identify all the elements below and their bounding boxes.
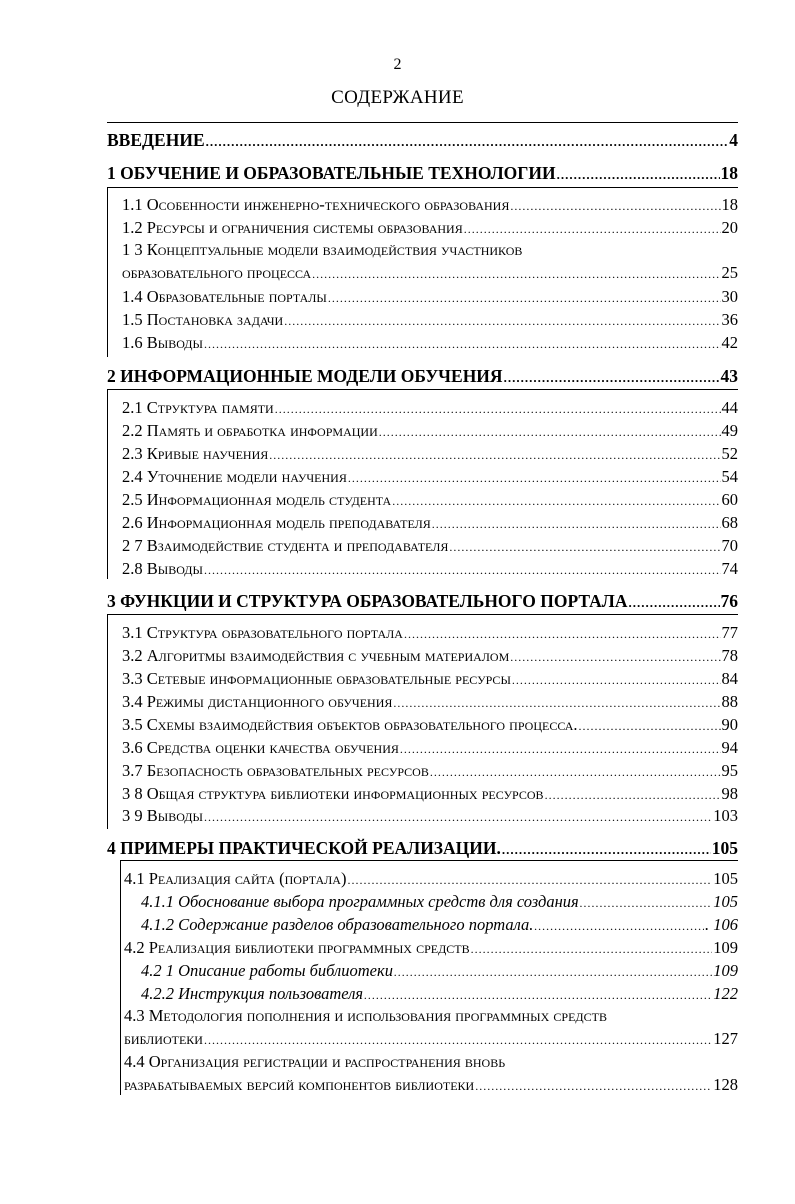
- toc-entry-page: 74: [721, 559, 738, 578]
- dot-leader: [471, 939, 713, 959]
- toc-entry-title: 3 8 Общая структура библиотеки информационных ресурсов: [122, 784, 544, 803]
- toc-entry-section-1-2[interactable]: [122, 218, 738, 239]
- toc-entry-title: 3.3 Сетевые информационные образовательные ресурсы: [122, 669, 511, 688]
- toc-entry-page: 128: [713, 1075, 738, 1094]
- dot-leader: [284, 311, 720, 331]
- toc-entry-page: . 106: [705, 915, 738, 934]
- toc-entry-page: 109: [713, 961, 738, 980]
- dot-leader: [269, 445, 720, 465]
- dot-leader: [557, 165, 720, 185]
- dot-leader: [394, 962, 712, 982]
- toc-entry-chapter-2[interactable]: [107, 366, 738, 388]
- toc-entry-title: 2 7 Взаимодействие студента и преподавателя: [122, 536, 449, 555]
- toc-entry-section-1-3-line1[interactable]: 1 3 Концептуальные модели взаимодействия участников: [122, 240, 523, 259]
- toc-entry-title: 1 ОБУЧЕНИЕ И ОБРАЗОВАТЕЛЬНЫЕ ТЕХНОЛОГИИ: [107, 163, 556, 183]
- toc-entry-page: 49: [721, 421, 738, 440]
- dot-leader: [475, 1076, 712, 1096]
- toc-entry-section-3-9[interactable]: [122, 806, 738, 827]
- dot-leader: [580, 893, 713, 913]
- toc-entry-title: 4.2.2 Инструкция пользователя: [141, 984, 364, 1003]
- toc-entry-chapter-4[interactable]: [107, 838, 738, 860]
- dot-leader: [348, 468, 721, 488]
- dot-leader: [400, 739, 721, 759]
- toc-entry-section-3-6[interactable]: [122, 738, 738, 759]
- toc-entry-title: 3.2 Алгоритмы взаимодействия с учебным материалом: [122, 646, 510, 665]
- toc-entry-page: 84: [721, 669, 738, 688]
- toc-entry-title: 4 ПРИМЕРЫ ПРАКТИЧЕСКОЙ РЕАЛИЗАЦИИ.: [107, 838, 501, 858]
- toc-entry-title: 4.1 Реализация сайта (портала): [124, 869, 347, 888]
- toc-entry-title: библиотеки: [124, 1029, 203, 1048]
- toc-entry-page: 103: [713, 806, 738, 825]
- dot-leader: [347, 870, 712, 890]
- toc-entry-page: 60: [721, 490, 738, 509]
- toc-entry-page: 44: [721, 398, 738, 417]
- toc-entry-title: 2.4 Уточнение модели научения: [122, 467, 347, 486]
- toc-entry-page: 78: [721, 646, 738, 665]
- toc-entry-page: 43: [720, 366, 738, 386]
- dot-leader: [464, 219, 721, 239]
- toc-entry-title: 2.1 Структура памяти: [122, 398, 274, 417]
- toc-entry-page: 105: [713, 892, 738, 911]
- dot-leader: [510, 196, 720, 216]
- dot-leader: [275, 399, 721, 419]
- toc-entry-title: 2.3 Кривые научения: [122, 444, 269, 463]
- toc-entry-page: 54: [721, 467, 738, 486]
- toc-entry-section-3-1[interactable]: [122, 623, 738, 644]
- chapter-rule: [107, 389, 738, 390]
- toc-entry-introduction[interactable]: [107, 130, 738, 152]
- dot-leader: [328, 288, 721, 308]
- toc-entry-section-2-3[interactable]: [122, 444, 738, 465]
- toc-entry-page: 94: [721, 738, 738, 757]
- toc-entry-section-4-2[interactable]: [124, 938, 738, 959]
- dot-leader: [579, 716, 721, 736]
- toc-entry-title: 1.2 Ресурсы и ограничения системы образования: [122, 218, 463, 237]
- toc-entry-page: 88: [721, 692, 738, 711]
- dot-leader: [510, 647, 720, 667]
- toc-entry-section-4-2-2[interactable]: [141, 984, 738, 1005]
- dot-leader: [430, 762, 721, 782]
- toc-entry-page: 18: [720, 163, 738, 183]
- dot-leader: [504, 368, 720, 388]
- dot-leader: [628, 593, 719, 613]
- chapter-rule: [107, 187, 108, 357]
- toc-entry-section-4-1[interactable]: [124, 869, 738, 890]
- toc-entry-page: 25: [721, 263, 738, 282]
- toc-entry-section-1-4[interactable]: [122, 287, 738, 308]
- toc-entry-title: 2.5 Информационная модель студента: [122, 490, 392, 509]
- dot-leader: [404, 624, 721, 644]
- dot-leader: [512, 670, 721, 690]
- toc-entry-section-4-2-1[interactable]: [141, 961, 738, 982]
- toc-entry-chapter-3[interactable]: [107, 591, 738, 613]
- toc-entry-title: 3.1 Структура образовательного портала: [122, 623, 403, 642]
- toc-entry-title: 3.6 Средства оценки качества обучения: [122, 738, 399, 757]
- toc-entry-title: 1.6 Выводы: [122, 333, 203, 352]
- chapter-rule: [107, 187, 738, 188]
- toc-entry-title: 2.6 Информационная модель преподавателя: [122, 513, 431, 532]
- toc-entry-section-2-5[interactable]: [122, 490, 738, 511]
- toc-entry-page: 122: [713, 984, 738, 1003]
- toc-entry-section-4-4[interactable]: [124, 1075, 738, 1096]
- toc-entry-section-4-3-line1[interactable]: 4.3 Методология пополнения и использования программных средств: [124, 1006, 607, 1025]
- toc-entry-page: 4: [729, 130, 738, 150]
- toc-entry-title: 3 9 Выводы: [122, 806, 203, 825]
- toc-entry-title: 1.1 Особенности инженерно-технического образования: [122, 195, 510, 214]
- toc-entry-page: 68: [721, 513, 738, 532]
- chapter-rule: [107, 122, 738, 123]
- chapter-rule: [120, 860, 121, 1095]
- toc-entry-title: 4.2 Реализация библиотеки программных средств: [124, 938, 470, 957]
- toc-entry-title: 1.5 Постановка задачи: [122, 310, 284, 329]
- toc-entry-title: 4.1.1 Обоснование выбора программных средств для создания: [141, 892, 579, 911]
- toc-entry-page: 36: [721, 310, 738, 329]
- dot-leader: [206, 132, 729, 152]
- toc-entry-title: 3.4 Режимы дистанционного обучения: [122, 692, 393, 711]
- toc-entry-page: 42: [721, 333, 738, 352]
- toc-entry-section-2-4[interactable]: [122, 467, 738, 488]
- toc-entry-section-3-7[interactable]: [122, 761, 738, 782]
- toc-entry-title: 3.5 Схемы взаимодействия объектов образовательного процесса.: [122, 715, 578, 734]
- toc-entry-page: 95: [721, 761, 738, 780]
- chapter-rule: [107, 389, 108, 579]
- toc-entry-section-2-2[interactable]: [122, 421, 738, 442]
- dot-leader: [534, 916, 704, 936]
- dot-leader: [432, 514, 721, 534]
- dot-leader: [312, 264, 720, 284]
- dot-leader: [204, 807, 712, 827]
- toc-entry-title: 1.4 Образовательные порталы: [122, 287, 327, 306]
- toc-entry-chapter-1[interactable]: [107, 163, 738, 185]
- toc-entry-page: 20: [721, 218, 738, 237]
- dot-leader: [392, 491, 720, 511]
- chapter-rule: [107, 614, 108, 829]
- toc-entry-section-4-1-2[interactable]: [141, 915, 738, 936]
- toc-entry-section-4-3[interactable]: [124, 1029, 738, 1050]
- toc-entry-section-1-3[interactable]: [122, 263, 738, 284]
- toc-entry-title: 4.2 1 Описание работы библиотеки: [141, 961, 393, 980]
- toc-entry-section-2-6[interactable]: [122, 513, 738, 534]
- toc-entry-title: разрабатываемых версий компонентов библиотеки: [124, 1075, 475, 1094]
- dot-leader: [204, 334, 721, 354]
- dot-leader: [545, 785, 721, 805]
- toc-entry-section-2-7[interactable]: [122, 536, 738, 557]
- toc-entry-section-3-8[interactable]: [122, 784, 738, 805]
- toc-entry-title: 2 ИНФОРМАЦИОННЫЕ МОДЕЛИ ОБУЧЕНИЯ: [107, 366, 503, 386]
- dot-leader: [204, 1030, 712, 1050]
- toc-entry-section-3-4[interactable]: [122, 692, 738, 713]
- toc-entry-page: 105: [713, 869, 738, 888]
- toc-entry-page: 77: [721, 623, 738, 642]
- toc-entry-title: 3 ФУНКЦИИ И СТРУКТУРА ОБРАЗОВАТЕЛЬНОГО ПОРТАЛА: [107, 591, 628, 611]
- page-number: 2: [393, 56, 402, 73]
- toc-entry-section-3-3[interactable]: [122, 669, 738, 690]
- toc-entry-page: 105: [711, 838, 738, 858]
- toc-entry-title: 4.1.2 Содержание разделов образовательного портала.: [141, 915, 534, 934]
- page-title: СОДЕРЖАНИЕ: [331, 87, 464, 108]
- toc-entry-title: 3.7 Безопасность образовательных ресурсов: [122, 761, 429, 780]
- dot-leader: [364, 985, 712, 1005]
- toc-entry-title: 2.2 Память и обработка информации: [122, 421, 378, 440]
- toc-entry-title: образовательного процесса: [122, 263, 312, 282]
- dot-leader: [379, 422, 721, 442]
- toc-entry-page: 30: [721, 287, 738, 306]
- toc-entry-title: ВВЕДЕНИЕ: [107, 130, 205, 150]
- toc-entry-section-2-8[interactable]: [122, 559, 738, 580]
- chapter-rule: [120, 860, 738, 861]
- toc-entry-page: 109: [713, 938, 738, 957]
- toc-entry-section-3-5[interactable]: [122, 715, 738, 736]
- toc-entry-page: 90: [721, 715, 738, 734]
- toc-entry-section-3-2[interactable]: [122, 646, 738, 667]
- toc-entry-section-1-5[interactable]: [122, 310, 738, 331]
- toc-entry-page: 76: [720, 591, 738, 611]
- toc-entry-section-1-1[interactable]: [122, 195, 738, 216]
- toc-entry-section-4-4-line1[interactable]: 4.4 Организация регистрации и распространения вновь: [124, 1052, 506, 1071]
- toc-entry-title: 2.8 Выводы: [122, 559, 203, 578]
- toc-entry-section-1-6[interactable]: [122, 333, 738, 354]
- dot-leader: [204, 560, 721, 580]
- toc-entry-page: 18: [721, 195, 738, 214]
- dot-leader: [449, 537, 720, 557]
- toc-entry-page: 70: [721, 536, 738, 555]
- toc-entry-page: 98: [721, 784, 738, 803]
- chapter-rule: [107, 614, 738, 615]
- toc-entry-page: 127: [713, 1029, 738, 1048]
- toc-entry-page: 52: [721, 444, 738, 463]
- toc-entry-section-4-1-1[interactable]: [141, 892, 738, 913]
- dot-leader: [393, 693, 720, 713]
- toc-entry-section-2-1[interactable]: [122, 398, 738, 419]
- dot-leader: [502, 840, 711, 860]
